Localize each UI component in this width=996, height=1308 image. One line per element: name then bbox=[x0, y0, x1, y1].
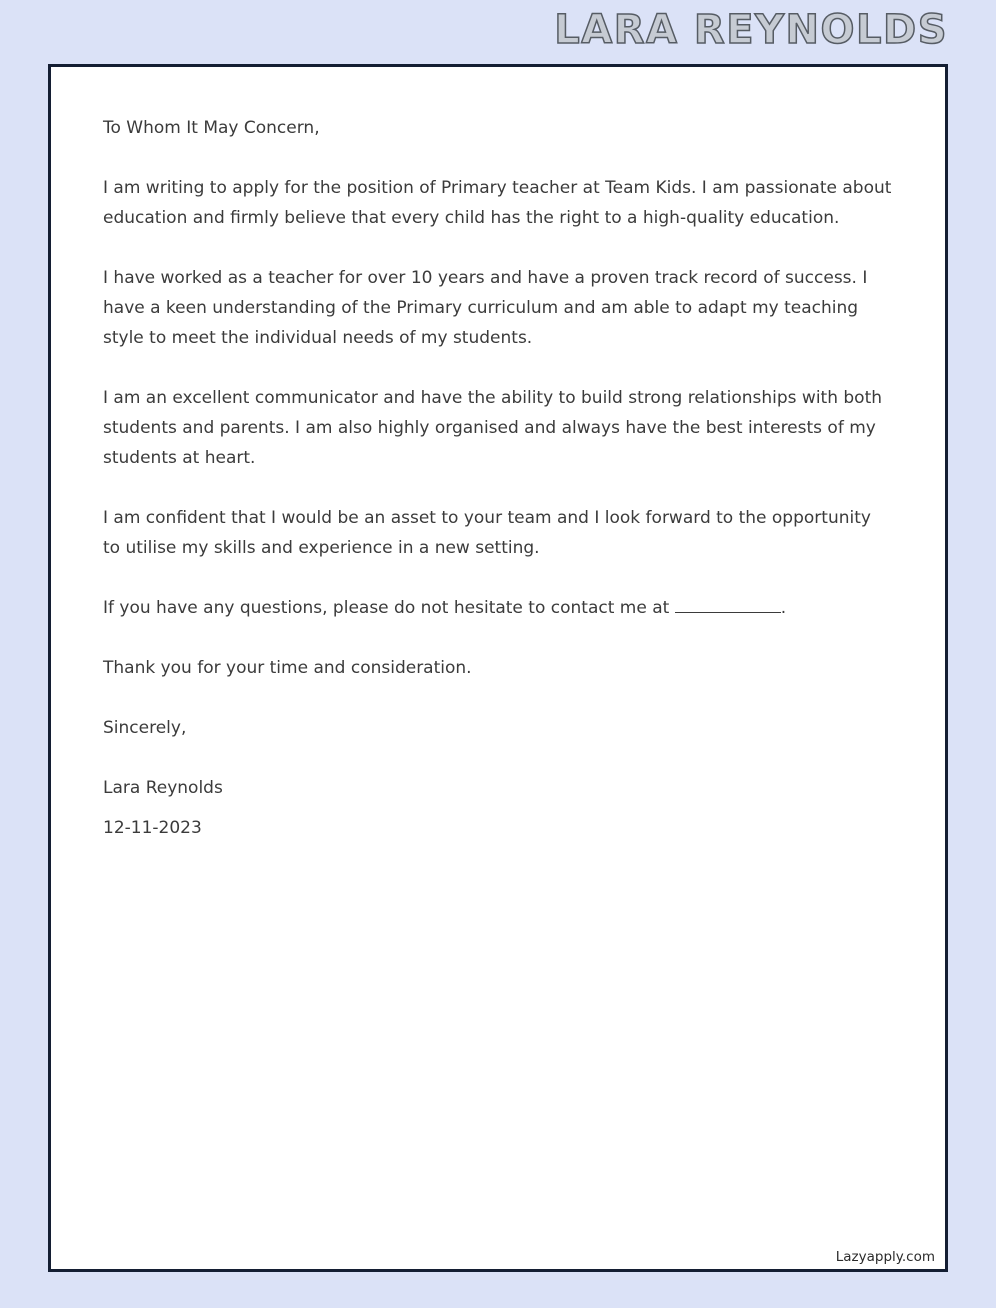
salutation: To Whom It May Concern, bbox=[103, 118, 320, 138]
paragraph-skills: I am an excellent communicator and have the ability to build strong relationships with both students and parents. I am also highly organised and always have the best interests of my students at heart. bbox=[103, 388, 883, 468]
paragraph-intro: I am writing to apply for the position of Primary teacher at Team Kids. I am passionate about education and firmly believe that every child has the right to a high-quality education. bbox=[103, 178, 892, 228]
header-name: LARA REYNOLDS bbox=[554, 7, 948, 53]
contact-line bbox=[103, 593, 893, 623]
date-link[interactable]: 12-11-2023 bbox=[103, 818, 202, 838]
paragraph-experience: I have worked as a teacher for over 10 years and have a proven track record of success. I have a keen understanding of the Primary curriculum and am able to adapt my teaching style to meet the individual needs of my students. bbox=[103, 268, 868, 348]
letter-page bbox=[48, 64, 948, 1272]
signature-name: Lara Reynolds bbox=[103, 778, 223, 798]
closing-line: Sincerely, bbox=[103, 718, 187, 738]
contact-line-suffix: . bbox=[780, 598, 787, 618]
footer-brand: Lazyapply.com bbox=[835, 1249, 935, 1265]
thanks-line: Thank you for your time and consideration. bbox=[103, 658, 472, 678]
contact-blank-field[interactable] bbox=[675, 599, 781, 613]
header bbox=[48, 8, 948, 52]
contact-line-prefix: If you have any questions, please do not hesitate to contact me at bbox=[103, 598, 675, 618]
page-background bbox=[0, 8, 996, 1308]
paragraph-confidence: I am confident that I would be an asset to your team and I look forward to the opportunity to utilise my skills and experience in a new setting. bbox=[103, 508, 871, 558]
